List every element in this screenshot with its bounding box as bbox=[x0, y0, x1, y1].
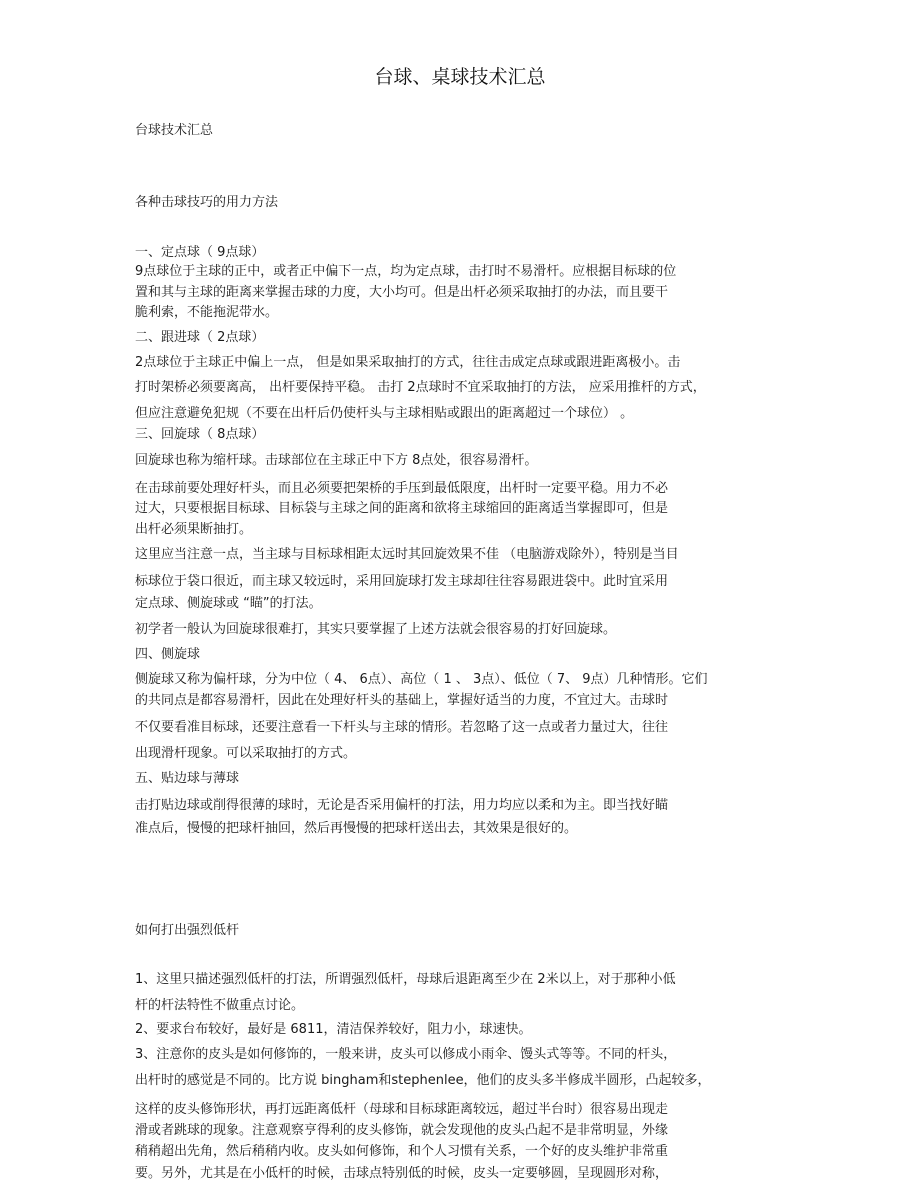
paragraph-line: 回旋球也称为缩杆球。击球部位在主球正中下方 8点处，很容易滑杆。 bbox=[135, 453, 538, 468]
paragraph-line: 五、贴边球与薄球 bbox=[135, 771, 240, 786]
paragraph-line: 但应注意避免犯规（不要在出杆后仍使杆头与主球相贴或跟出的距离超过一个球位） 。 bbox=[135, 406, 634, 421]
paragraph-line: 侧旋球又称为偏杆球，分为中位（ 4、 6点）、高位（ 1 、 3点）、低位（ 7、 9点）几种情形。它们 bbox=[135, 672, 708, 687]
paragraph-line: 标球位于袋口很近，而主球又较远时，采用回旋球打发主球却往往容易跟进袋中。此时宜采用 bbox=[135, 574, 669, 589]
paragraph-line: 一、定点球（ 9点球） bbox=[135, 245, 265, 260]
paragraph-line: 1、这里只描述强烈低杆的打法，所谓强烈低杆，母球后退距离至少在 2米以上，对于那种小低 bbox=[135, 972, 676, 987]
paragraph-line: 四、侧旋球 bbox=[135, 647, 201, 662]
paragraph-line: 出杆时的感觉是不同的。比方说 bingham和stephenlee，他们的皮头多半修成半圆形，凸起较多， bbox=[135, 1073, 711, 1088]
document-title: 台球、桌球技术汇总 bbox=[374, 66, 546, 88]
paragraph-line: 二、跟进球（ 2点球） bbox=[135, 330, 265, 345]
paragraph-line: 初学者一般认为回旋球很难打，其实只要掌握了上述方法就会很容易的打好回旋球。 bbox=[135, 622, 617, 637]
paragraph-line: 这样的皮头修饰形状，再打远距离低杆（母球和目标球距离较远，超过半台时）很容易出现走 bbox=[135, 1102, 669, 1117]
paragraph-line: 9点球位于主球的正中，或者正中偏下一点，均为定点球，击打时不易滑杆。应根据目标球的位 bbox=[135, 264, 677, 279]
paragraph-line: 在击球前要处理好杆头，而且必须要把架桥的手压到最低限度，出杆时一定要平稳。用力不必 bbox=[135, 481, 669, 496]
paragraph-line: 过大，只要根据目标球、目标袋与主球之间的距离和欲将主球缩回的距离适当掌握即可，但是 bbox=[135, 501, 669, 516]
paragraph-line: 打时架桥必须要离高， 出杆要保持平稳。 击打 2点球时不宜采取抽打的方法， 应采用推杆的方式， bbox=[135, 380, 706, 395]
section-heading-techniques: 各种击球技巧的用力方法 bbox=[135, 195, 279, 210]
paragraph-line: 这里应当注意一点，当主球与目标球相距太远时其回旋效果不佳 （电脑游戏除外），特别是当目 bbox=[135, 547, 679, 562]
paragraph-line: 置和其与主球的距离来掌握击球的力度，大小均可。但是出杆必须采取抽打的办法，而且要干 bbox=[135, 285, 669, 300]
subtitle: 台球技术汇总 bbox=[135, 123, 214, 138]
paragraph-line: 3、注意你的皮头是如何修饰的，一般来讲，皮头可以修成小雨伞、馒头式等等。不同的杆头， bbox=[135, 1047, 677, 1062]
paragraph-line: 不仅要看准目标球，还要注意看一下杆头与主球的情形。若忽略了这一点或者力量过大，往往 bbox=[135, 720, 669, 735]
paragraph-line: 三、回旋球（ 8点球） bbox=[135, 427, 265, 442]
paragraph-line: 击打贴边球或削得很薄的球时，无论是否采用偏杆的打法，用力均应以柔和为主。即当找好瞄 bbox=[135, 798, 669, 813]
section-heading-low-cue: 如何打出强烈低杆 bbox=[135, 923, 240, 938]
paragraph-line: 脆利索，不能拖泥带水。 bbox=[135, 305, 279, 320]
paragraph-line: 要。另外，尤其是在小低杆的时候，击球点特别低的时候，皮头一定要够圆，呈现圆形对称， bbox=[135, 1166, 669, 1181]
paragraph-line: 滑或者跳球的现象。注意观察亨得利的皮头修饰，就会发现他的皮头凸起不是非常明显，外缘 bbox=[135, 1123, 669, 1138]
paragraph-line: 稍稍超出先角，然后稍稍内收。皮头如何修饰，和个人习惯有关系，一个好的皮头维护非常重 bbox=[135, 1144, 669, 1159]
paragraph-line: 杆的杆法特性不做重点讨论。 bbox=[135, 998, 305, 1013]
paragraph-line: 2点球位于主球正中偏上一点， 但是如果采取抽打的方式，往往击成定点球或跟进距离极小。击 bbox=[135, 355, 681, 370]
paragraph-line: 出杆必须果断抽打。 bbox=[135, 522, 253, 537]
paragraph-line: 定点球、侧旋球或 “瞄”的打法。 bbox=[135, 596, 322, 611]
paragraph-line: 2、要求台布较好，最好是 6811，清洁保养较好，阻力小，球速快。 bbox=[135, 1022, 532, 1037]
paragraph-line: 准点后，慢慢的把球杆抽回，然后再慢慢的把球杆送出去，其效果是很好的。 bbox=[135, 821, 578, 836]
paragraph-line: 的共同点是都容易滑杆，因此在处理好杆头的基础上，掌握好适当的力度，不宜过大。击球时 bbox=[135, 693, 669, 708]
paragraph-line: 出现滑杆现象。可以采取抽打的方式。 bbox=[135, 746, 357, 761]
